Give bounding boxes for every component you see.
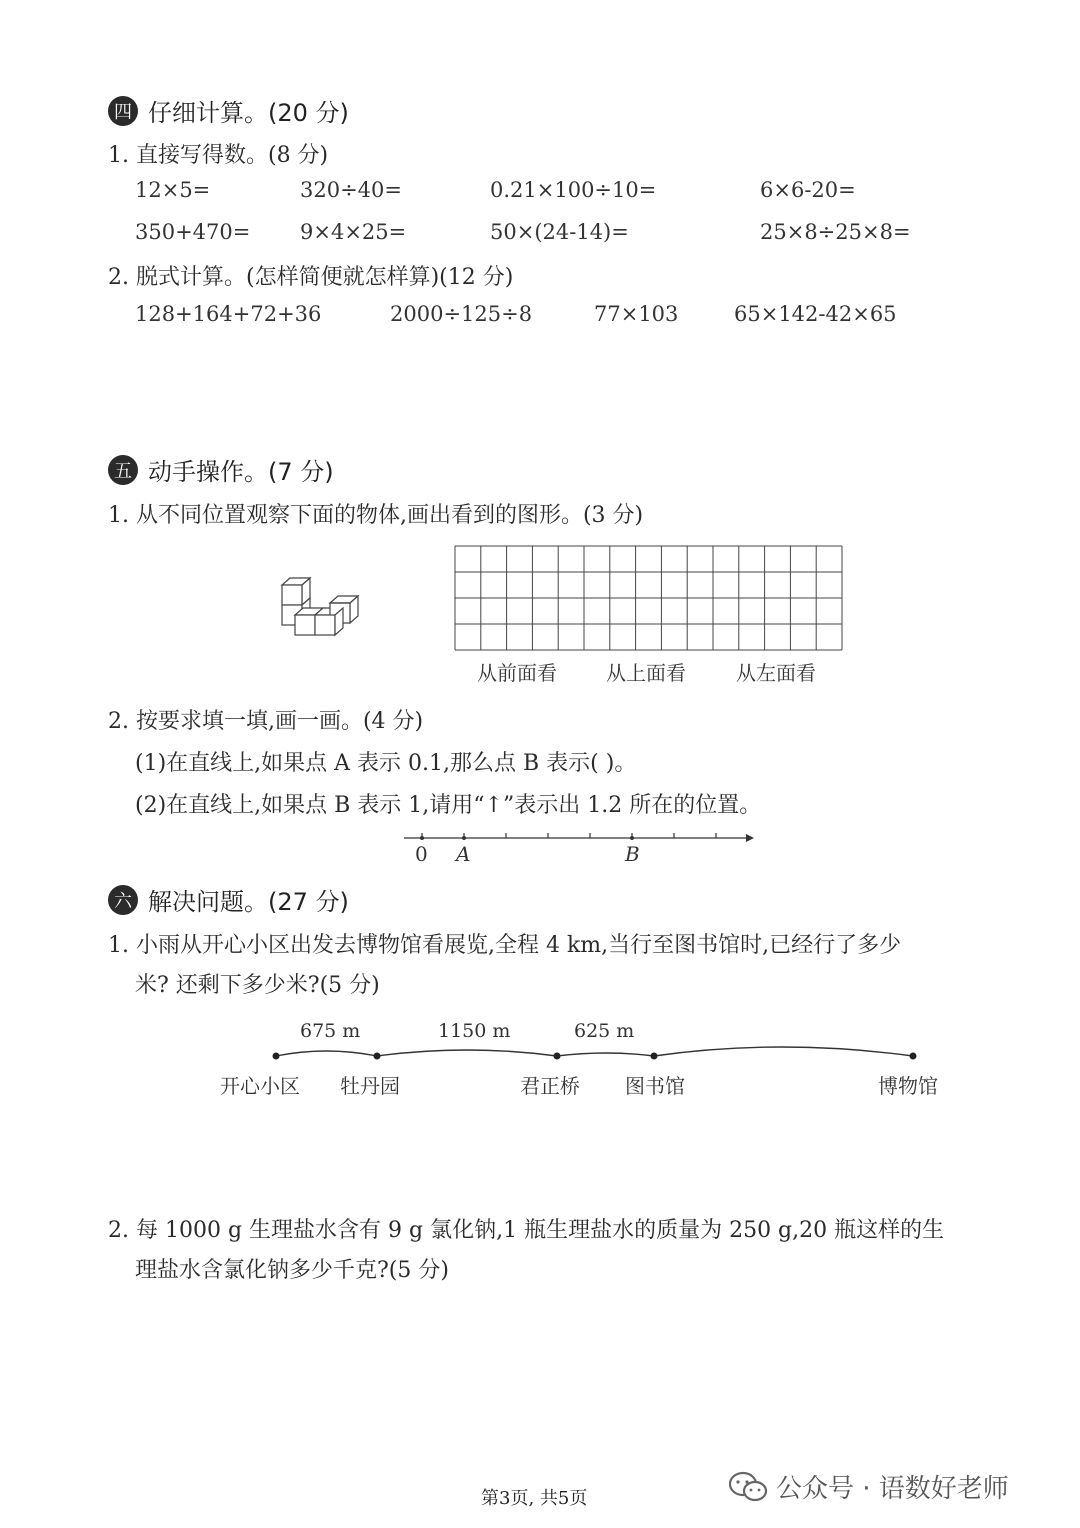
expression: 77×103 [594, 302, 679, 326]
question-4-2: 2. 脱式计算。(怎样简便就怎样算)(12 分) [108, 265, 514, 290]
expression: 350+470= [135, 220, 251, 244]
expression: 9×4×25= [300, 220, 407, 244]
question-5-1: 1. 从不同位置观察下面的物体,画出看到的图形。(3 分) [108, 503, 644, 528]
section-4-title [108, 93, 349, 128]
route-distance: 1150 m [438, 1020, 511, 1042]
route-diagram [260, 1040, 930, 1070]
section-6-title [108, 882, 349, 917]
section-badge: 六 [108, 885, 138, 915]
watermark-text: 公众号 · 语数好老师 [776, 1474, 1009, 1504]
route-stop: 牡丹园 [340, 1074, 400, 1098]
wechat-icon [728, 1471, 768, 1503]
question-6-1-line1: 1. 小雨从开心小区出发去博物馆看展览,全程 4 km,当行至图书馆时,已经行了多少 [108, 933, 902, 958]
route-stop: 开心小区 [220, 1074, 300, 1098]
section-title-text: 仔细计算。(20 分) [148, 99, 349, 127]
route-stop: 博物馆 [878, 1074, 938, 1098]
expression: 320÷40= [300, 178, 402, 202]
section-title-text: 解决问题。(27 分) [148, 888, 349, 916]
section-badge: 五 [108, 455, 138, 485]
question-5-2: 2. 按要求填一填,画一画。(4 分) [108, 709, 424, 734]
view-label-top: 从上面看 [606, 661, 686, 685]
expression: 0.21×100÷10= [490, 178, 657, 202]
expression: 65×142-42×65 [734, 302, 897, 326]
cube-figure [270, 570, 380, 645]
section-badge: 四 [108, 96, 138, 126]
number-line[interactable] [400, 828, 760, 848]
expression: 128+164+72+36 [135, 302, 322, 326]
number-line-label-b: B [625, 842, 640, 866]
question-6-2-line2: 理盐水含氯化钠多少千克?(5 分) [135, 1258, 449, 1283]
expression: 25×8÷25×8= [760, 220, 911, 244]
section-title-text: 动手操作。(7 分) [148, 458, 334, 486]
question-5-2-1: (1)在直线上,如果点 A 表示 0.1,那么点 B 表示( )。 [135, 751, 637, 776]
expression: 6×6-20= [760, 178, 856, 202]
route-distance: 625 m [574, 1020, 635, 1042]
question-5-2-2: (2)在直线上,如果点 B 表示 1,请用“↑”表示出 1.2 所在的位置。 [135, 793, 762, 818]
route-distance: 675 m [300, 1020, 361, 1042]
watermark [728, 1468, 1009, 1505]
number-line-label-a: A [456, 842, 471, 866]
view-label-left: 从左面看 [736, 661, 816, 685]
question-6-2-line1: 2. 每 1000 g 生理盐水含有 9 g 氯化钠,1 瓶生理盐水的质量为 250 g,20 瓶这样的生 [108, 1218, 945, 1243]
section-5-title [108, 452, 334, 487]
view-label-front: 从前面看 [477, 661, 557, 685]
expression: 12×5= [135, 178, 211, 202]
page-number: 第3页, 共5页 [481, 1488, 588, 1509]
number-line-label-0: 0 [415, 842, 428, 866]
route-stop: 君正桥 [520, 1074, 580, 1098]
drawing-grid[interactable] [454, 545, 843, 651]
expression: 2000÷125÷8 [390, 302, 533, 326]
expression: 50×(24-14)= [490, 220, 629, 244]
arrow-right-icon [746, 834, 754, 842]
route-stop: 图书馆 [625, 1074, 685, 1098]
question-6-1-line2: 米? 还剩下多少米?(5 分) [135, 973, 380, 998]
question-4-1: 1. 直接写得数。(8 分) [108, 143, 329, 168]
